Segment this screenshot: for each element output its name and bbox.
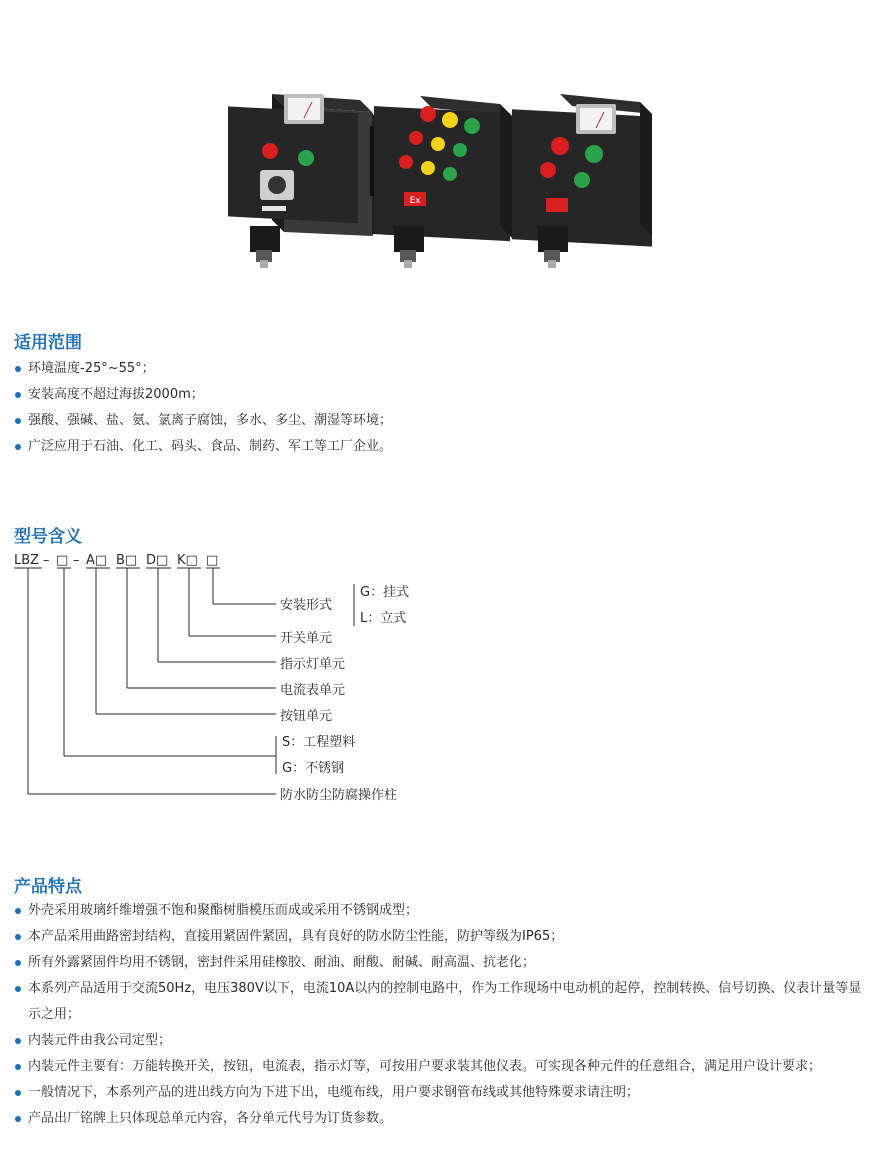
list-item: 内装元件主要有：万能转换开关，按钮，电流表，指示灯等，可按用户要求装其他仪表。可实现各种元件的任意组合，满足用户设计要求； bbox=[14, 1054, 874, 1080]
label-button-unit: 按钮单元 bbox=[280, 709, 333, 724]
label-switch-unit: 开关单元 bbox=[280, 631, 333, 646]
code-dash: – bbox=[43, 553, 50, 568]
list-item: 外壳采用玻璃纤维增强不饱和聚酯树脂模压而成或采用不锈钢成型； bbox=[14, 898, 874, 924]
red-button bbox=[262, 143, 278, 159]
control-box-ammeter-switch bbox=[228, 94, 380, 268]
control-box-ammeter-buttons bbox=[512, 94, 652, 268]
code-dash: – bbox=[73, 553, 80, 568]
application-scope-title: 适用范围 bbox=[14, 333, 82, 353]
list-item: 广泛应用于石油、化工、码头、食品、制药、军工等工厂企业。 bbox=[14, 434, 392, 460]
list-item: 强酸、强碱、盐、氨、氯离子腐蚀，多水、多尘、潮湿等环境； bbox=[14, 408, 392, 434]
list-item: 本产品采用曲路密封结构，直接用紧固件紧固，具有良好的防水防尘性能，防护等级为IP65； bbox=[14, 924, 874, 950]
list-item: 本系列产品适用于交流50Hz，电压380V以下，电流10A以内的控制电路中，作为工作现场中电动机的起停，控制转换、信号切换、仪表计量等显示之用； bbox=[14, 976, 874, 1028]
product-photos bbox=[220, 86, 670, 276]
list-item: 所有外露紧固件均用不锈钢，密封件采用硅橡胶、耐油、耐酸、耐碱、耐高温、抗老化； bbox=[14, 950, 874, 976]
code-lbz: LBZ bbox=[14, 553, 40, 568]
list-item: 环境温度-25°~55°； bbox=[14, 356, 392, 382]
ex-mark: Ex bbox=[409, 196, 421, 206]
product-features-title: 产品特点 bbox=[14, 877, 82, 897]
control-box-buttons-lights bbox=[374, 96, 512, 268]
list-item: 安装高度不超过海拔2000m； bbox=[14, 382, 392, 408]
list-item: 一般情况下，本系列产品的进出线方向为下进下出，电缆布线，用户要求钢管布线或其他特殊要求请注明； bbox=[14, 1080, 874, 1106]
code-button: A□ bbox=[86, 553, 108, 568]
code-switch: K□ bbox=[177, 553, 198, 568]
label-material-g: G：不锈钢 bbox=[282, 761, 345, 776]
label-material-s: S：工程塑料 bbox=[282, 735, 356, 750]
label-install-form: 安装形式 bbox=[280, 598, 333, 613]
cable-gland bbox=[250, 226, 280, 252]
model-meaning-title: 型号含义 bbox=[14, 527, 82, 547]
code-indicator: D□ bbox=[146, 553, 169, 568]
code-install: □ bbox=[206, 553, 219, 568]
application-scope-list bbox=[14, 356, 392, 460]
code-ammeter: B□ bbox=[116, 553, 138, 568]
label-install-l: L：立式 bbox=[360, 611, 407, 626]
list-item: 内装元件由我公司定型； bbox=[14, 1028, 874, 1054]
label-operation-column: 防水防尘防腐操作柱 bbox=[280, 788, 398, 803]
label-ammeter-unit: 电流表单元 bbox=[280, 683, 346, 698]
label-install-g: G：挂式 bbox=[360, 585, 410, 600]
green-button bbox=[298, 150, 314, 166]
product-features-list bbox=[14, 898, 874, 1132]
code-material: □ bbox=[56, 553, 69, 568]
list-item: 产品出厂铭牌上只体现总单元内容，各分单元代号为订货参数。 bbox=[14, 1106, 874, 1132]
label-indicator-unit: 指示灯单元 bbox=[280, 657, 346, 672]
model-code-diagram bbox=[0, 546, 460, 816]
